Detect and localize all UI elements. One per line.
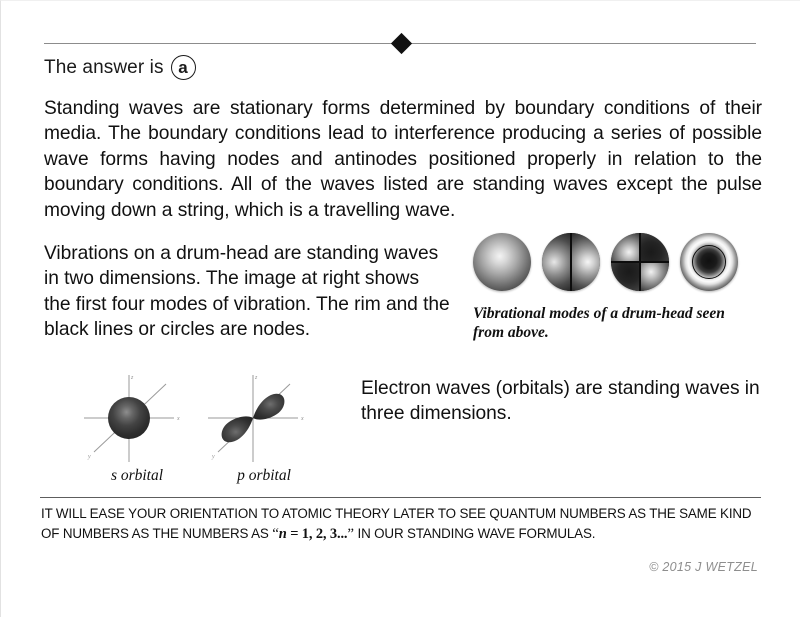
diamond-icon xyxy=(391,33,412,54)
quote-close: ” xyxy=(347,525,354,542)
nodal-line xyxy=(570,233,572,291)
svg-text:z: z xyxy=(255,375,258,381)
quantum-number-symbol: n xyxy=(278,525,287,542)
drumhead-paragraph: Vibrations on a drum-head are standing waves in two dimensions. The image at right shows the first four modes of vibration. The rim and the black lines or circles are nodes. xyxy=(44,243,450,341)
footer-note xyxy=(41,504,763,544)
copyright-notice: © 2015 J WETZEL xyxy=(649,560,758,574)
svg-text:x: x xyxy=(301,416,304,422)
s-orbital-icon xyxy=(70,372,188,472)
drumhead-caption: Vibrational modes of a drum-head seen from above. xyxy=(473,305,725,341)
svg-text:z: z xyxy=(131,375,134,381)
electron-waves-paragraph: Electron waves (orbitals) are standing waves in three dimensions. xyxy=(361,378,760,425)
svg-text:y: y xyxy=(88,454,91,460)
svg-text:y: y xyxy=(212,454,215,460)
nodal-line xyxy=(611,261,669,263)
footer-note-text-end: IN OUR STANDING WAVE FORMULAS. xyxy=(353,525,596,541)
quantum-number-values: = 1, 2, 3... xyxy=(286,525,348,542)
footer-note-text-start: IT WILL EASE YOUR ORIENTATION TO ATOMIC THEORY LATER TO SEE QUANTUM NUMBERS AS THE SAME KIND OF NUMBERS AS THE NUMBERS AS xyxy=(41,506,752,541)
p-orbital-icon xyxy=(194,372,312,472)
top-divider xyxy=(44,36,756,52)
drum-mode-one-diameter-icon xyxy=(542,233,600,291)
s-orbital-caption: s orbital xyxy=(110,467,164,484)
drum-mode-two-diameters-icon xyxy=(611,233,669,291)
answer-line xyxy=(44,55,196,80)
drumhead-figure xyxy=(473,233,758,342)
p-orbital-caption: p orbital xyxy=(237,467,291,484)
quote-open: “ xyxy=(272,525,279,542)
explanation-paragraph: Standing waves are stationary forms determined by boundary conditions of their media. The boundary conditions lead to interference producing a series of possible wave forms having nodes and antinodes positioned properly in relation to the boundary conditions. All of the waves listed are standing waves except the pulse moving down a string, which is a travelling wave. xyxy=(44,98,762,221)
svg-text:x: x xyxy=(177,416,180,422)
bottom-divider-line xyxy=(40,497,761,498)
nodal-circle xyxy=(692,245,726,279)
drumhead-mode-row xyxy=(473,233,758,291)
answer-choice-badge: a xyxy=(171,55,196,80)
answer-prefix-label: The answer is xyxy=(44,56,164,78)
drum-mode-fundamental-icon xyxy=(473,233,531,291)
drum-mode-one-circle-icon xyxy=(680,233,738,291)
